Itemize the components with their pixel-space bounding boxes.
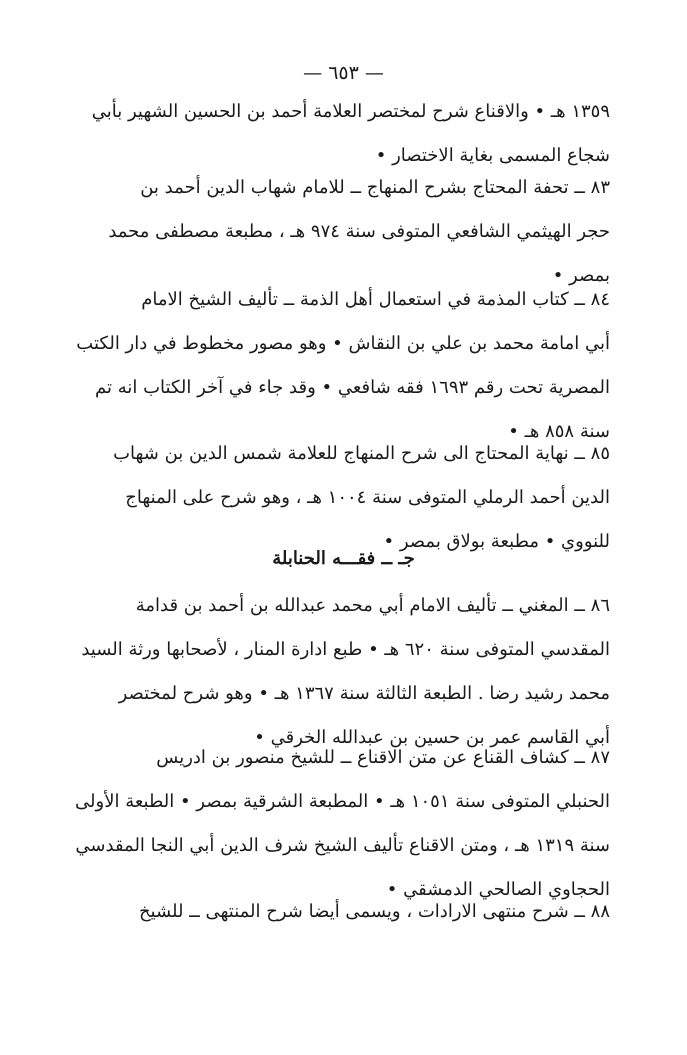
text-line: بمصر • xyxy=(552,265,610,286)
text-line: أبي القاسم عمر بن حسين بن عبدالله الخرقي • xyxy=(254,727,610,748)
text-line: المصرية تحت رقم ١٦٩٣ فقه شافعي • وقد جاء في آخر الكتاب انه تم xyxy=(95,377,610,398)
page-number: — ٦٥٣ — xyxy=(303,62,384,84)
text-line: ٨٧ ــ كشاف القناع عن متن الاقناع ــ للشيخ منصور بن ادريس xyxy=(156,747,610,768)
paragraph-entry-84 xyxy=(76,278,610,454)
text-line: ٨٨ ــ شرح منتهى الارادات ، ويسمى أيضا شرح المنتهى ــ للشيخ xyxy=(138,901,610,922)
text-line: الحنبلي المتوفى سنة ١٠٥١ هـ • المطبعة الشرقية بمصر • الطبعة الأولى xyxy=(75,791,610,812)
section-heading: جـ ــ فقـــه الحنابلة xyxy=(272,548,415,569)
text-line: الحجاوي الصالحي الدمشقي • xyxy=(386,879,610,900)
paragraph-entry-85 xyxy=(112,432,610,564)
paragraph-entry-87 xyxy=(75,736,610,912)
text-line: ٨٤ ــ كتاب المذمة في استعمال أهل الذمة ــ تأليف الشيخ الامام xyxy=(141,289,610,310)
text-line: ١٣٥٩ هـ • والاقناع شرح لمختصر العلامة أحمد بن الحسين الشهير بأبي xyxy=(91,101,610,122)
text-line: للنووي • مطبعة بولاق بمصر • xyxy=(383,531,610,552)
paragraph-shafii-iqna xyxy=(91,90,610,178)
text-line: المقدسي المتوفى سنة ٦٢٠ هـ • طبع ادارة المنار ، لأصحابها ورثة السيد xyxy=(81,639,610,660)
text-line: سنة ١٣١٩ هـ ، ومتن الاقناع تأليف الشيخ شرف الدين أبي النجا المقدسي xyxy=(75,835,610,856)
paragraph-entry-88 xyxy=(112,890,610,934)
text-line: ٨٦ ــ المغني ــ تأليف الامام أبي محمد عبدالله بن أحمد بن قدامة xyxy=(135,595,610,616)
text-line: حجر الهيثمي الشافعي المتوفى سنة ٩٧٤ هـ ، مطبعة مصطفى محمد xyxy=(108,221,610,242)
text-line: ٨٥ ــ نهاية المحتاج الى شرح المنهاج للعلامة شمس الدين بن شهاب xyxy=(113,443,610,464)
text-line: ٨٣ ــ تحفة المحتاج بشرح المنهاج ــ للامام شهاب الدين أحمد بن xyxy=(140,177,610,198)
text-line: الدين أحمد الرملي المتوفى سنة ١٠٠٤ هـ ، وهو شرح على المنهاج xyxy=(125,487,610,508)
text-line: شجاع المسمى بغاية الاختصار • xyxy=(375,145,610,166)
paragraph-entry-86 xyxy=(81,584,610,760)
text-line: أبي امامة محمد بن علي بن النقاش • وهو مصور مخطوط في دار الكتب xyxy=(76,333,610,354)
text-line: سنة ٨٥٨ هـ • xyxy=(508,421,610,442)
text-line: محمد رشيد رضا . الطبعة الثالثة سنة ١٣٦٧ هـ • وهو شرح لمختصر xyxy=(118,683,610,704)
